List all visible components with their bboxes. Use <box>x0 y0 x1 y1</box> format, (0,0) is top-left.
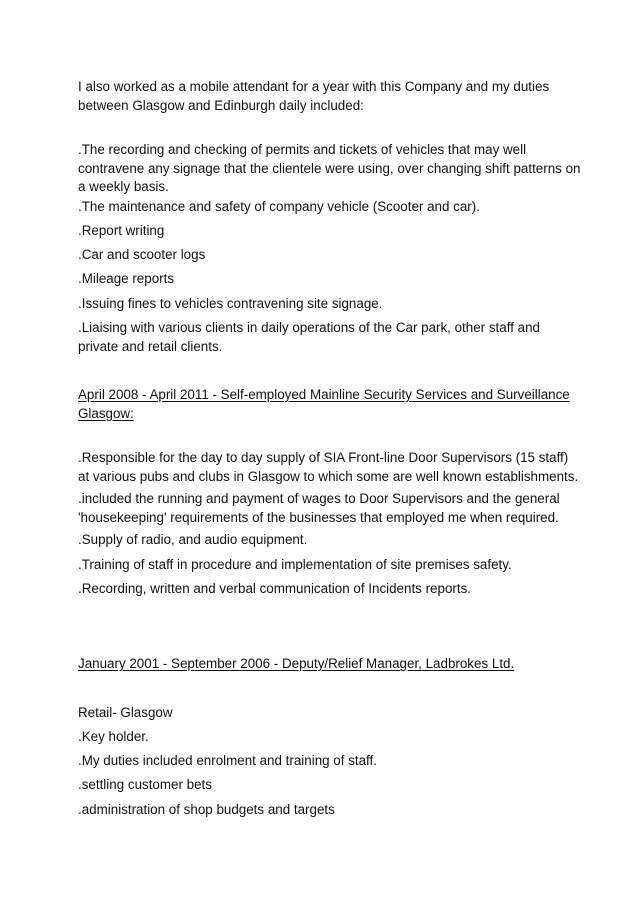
location-line: Retail- Glasgow <box>78 705 173 720</box>
duty-enrolment <box>78 752 578 771</box>
duty-maintenance <box>78 198 578 217</box>
job-heading-mainline <box>78 386 578 423</box>
duty-line: .Supply of radio, and audio equipment. <box>78 532 308 547</box>
duty-line: .My duties included enrolment and training of staff. <box>78 753 377 768</box>
duty-recording <box>78 141 581 197</box>
duty-logs <box>78 246 578 265</box>
duty-fines <box>78 295 578 314</box>
duty-line: contravene any signage that the clientele were using, over changing shift patterns on <box>78 160 581 176</box>
intro-paragraph <box>78 78 578 115</box>
duty-line: .Car and scooter logs <box>78 247 206 262</box>
duty-budgets <box>78 801 578 820</box>
duty-line: .The maintenance and safety of company vehicle (Scooter and car). <box>78 199 480 214</box>
duty-incidents <box>78 580 578 599</box>
job-heading-line: Glasgow: <box>78 405 134 421</box>
duty-bets <box>78 776 578 795</box>
duty-line: a weekly basis. <box>78 179 169 194</box>
duty-line: .Recording, written and verbal communication of Incidents reports. <box>78 581 471 596</box>
duty-line: .Mileage reports <box>78 271 175 286</box>
duty-report <box>78 222 578 241</box>
duty-line: .Key holder. <box>78 729 149 744</box>
intro-line: between Glasgow and Edinburgh daily included: <box>78 97 364 113</box>
duty-included <box>78 490 578 527</box>
duty-line: private and retail clients. <box>78 338 223 354</box>
duty-line: .Issuing fines to vehicles contravening site signage. <box>78 296 383 311</box>
duty-line: .The recording and checking of permits and tickets of vehicles that may well <box>78 142 527 157</box>
duty-line: .administration of shop budgets and targets <box>78 802 335 817</box>
duty-line: .included the running and payment of wages to Door Supervisors and the general <box>78 491 560 506</box>
job-heading-line: April 2008 - April 2011 - Self-employed Mainline Security Services and Surveillance <box>78 387 570 402</box>
duty-line: .Training of staff in procedure and implementation of site premises safety. <box>78 557 512 572</box>
duty-line: .Responsible for the day to day supply of SIA Front-line Door Supervisors (15 staff) <box>78 450 569 465</box>
duty-line: .settling customer bets <box>78 777 212 792</box>
duty-line: .Report writing <box>78 223 165 238</box>
job-heading-line: January 2001 - September 2006 - Deputy/Relief Manager, Ladbrokes Ltd. <box>78 656 515 671</box>
job-location <box>78 704 578 723</box>
duty-training <box>78 556 578 575</box>
duty-responsible <box>78 449 578 486</box>
duty-liaising <box>78 319 578 356</box>
duty-line: at various pubs and clubs in Glasgow to which some are well known establishments. <box>78 468 579 484</box>
job-heading-ladbrokes <box>78 655 578 674</box>
duty-keyholder <box>78 728 578 747</box>
duty-supply <box>78 531 578 550</box>
duty-mileage <box>78 270 578 289</box>
duty-line: 'housekeeping' requirements of the businesses that employed me when required. <box>78 509 559 525</box>
intro-line: I also worked as a mobile attendant for a year with this Company and my duties <box>78 79 550 94</box>
duty-line: .Liaising with various clients in daily operations of the Car park, other staff and <box>78 320 540 335</box>
